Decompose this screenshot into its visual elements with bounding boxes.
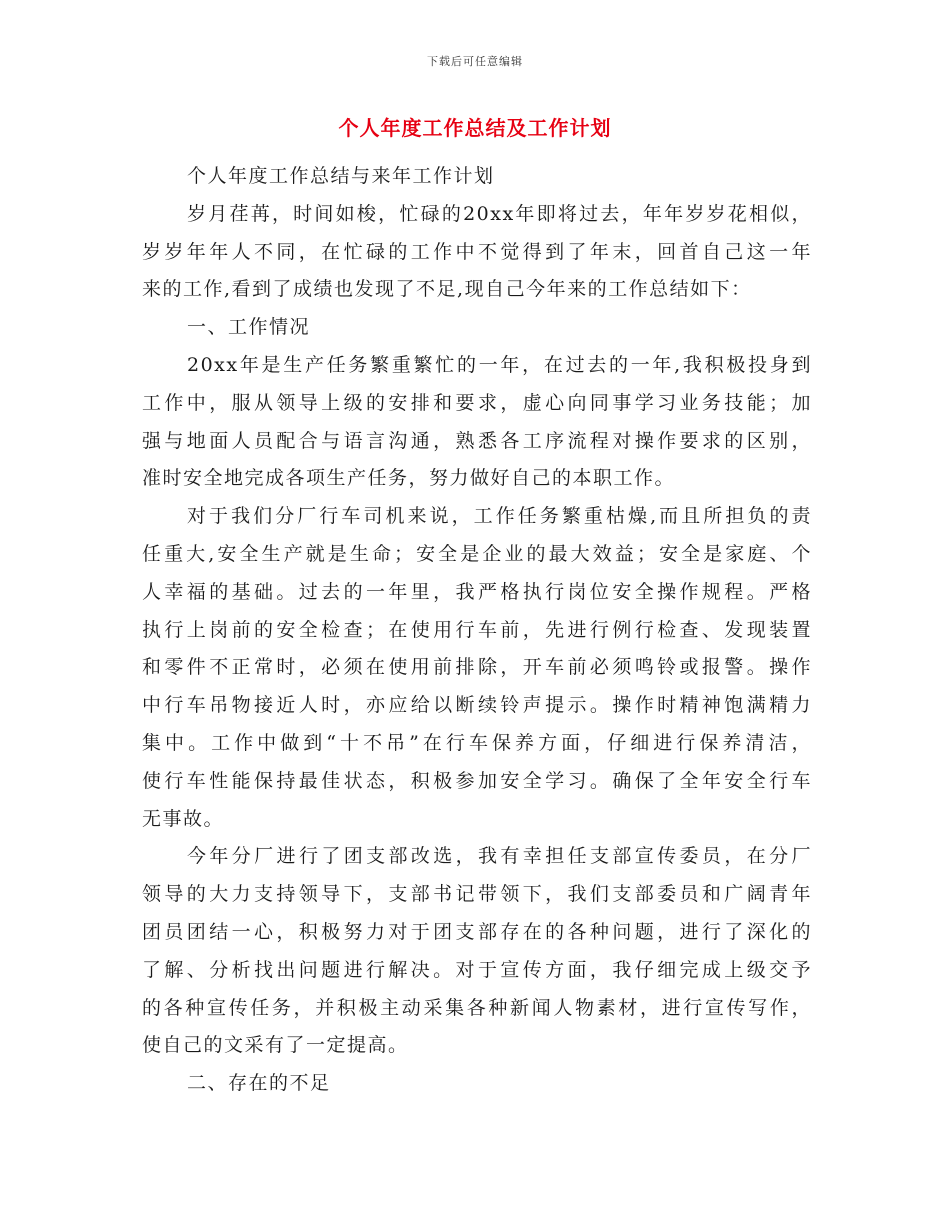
paragraph-line: 强与地面人员配合与语言沟通，熟悉各工序流程对操作要求的区别，	[142, 429, 812, 452]
document-body	[142, 158, 812, 1103]
paragraph-line: 人幸福的基础。过去的一年里，我严格执行岗位安全操作规程。严格	[142, 580, 812, 603]
paragraph-line: 对于我们分厂行车司机来说，工作任务繁重枯燥,而且所担负的责	[187, 505, 812, 528]
paragraph-line: 今年分厂进行了团支部改选，我有幸担任支部宣传委员，在分厂	[187, 845, 812, 868]
document-title: 个人年度工作总结及工作计划	[338, 116, 612, 140]
subtitle-line: 个人年度工作总结与来年工作计划	[187, 165, 495, 187]
paragraph-line: 和零件不正常时，必须在使用前排除，开车前必须鸣铃或报警。操作	[142, 656, 812, 679]
paragraph-line: 的各种宣传任务，并积极主动采集各种新闻人物素材，进行宣传写作，	[142, 996, 812, 1019]
paragraph-line: 20xx年是生产任务繁重繁忙的一年，在过去的一年,我积极投身到	[187, 353, 812, 376]
header-note: 下载后可任意编辑	[427, 55, 523, 68]
paragraph-line: 使自己的文采有了一定提高。	[142, 1034, 409, 1057]
paragraph-line: 任重大,安全生产就是生命；安全是企业的最大效益；安全是家庭、个	[142, 542, 812, 565]
paragraph-line: 了解、分析找出问题进行解决。对于宣传方面，我仔细完成上级交予	[142, 958, 812, 981]
paragraph-line: 准时安全地完成各项生产任务，努力做好自己的本职工作。	[142, 467, 676, 490]
section-heading: 一、工作情况	[187, 316, 311, 339]
paragraph-line: 工作中，服从领导上级的安排和要求，虚心向同事学习业务技能；加	[142, 391, 812, 414]
paragraph-line: 使行车性能保持最佳状态，积极参加安全学习。确保了全年安全行车	[142, 769, 812, 792]
paragraph-line: 集中。工作中做到“十不吊”在行车保养方面，仔细进行保养清洁，	[142, 731, 812, 754]
paragraph-line: 领导的大力支持领导下，支部书记带领下，我们支部委员和广阔青年	[142, 883, 812, 906]
paragraph-line: 岁月荏苒，时间如梭，忙碌的20xx年即将过去，年年岁岁花相似，	[187, 202, 812, 225]
paragraph-line: 来的工作,看到了成绩也发现了不足,现自己今年来的工作总结如下：	[142, 278, 752, 301]
paragraph-line: 中行车吊物接近人时，亦应给以断续铃声提示。操作时精神饱满精力	[142, 694, 812, 717]
paragraph-line: 执行上岗前的安全检查；在使用行车前，先进行例行检查、发现装置	[142, 618, 812, 641]
paragraph-line: 岁岁年年人不同，在忙碌的工作中不觉得到了年末，回首自己这一年	[142, 240, 812, 263]
paragraph-line: 无事故。	[142, 807, 225, 830]
paragraph-line: 团员团结一心，积极努力对于团支部存在的各种问题，进行了深化的	[142, 920, 812, 943]
section-heading: 二、存在的不足	[187, 1072, 331, 1095]
